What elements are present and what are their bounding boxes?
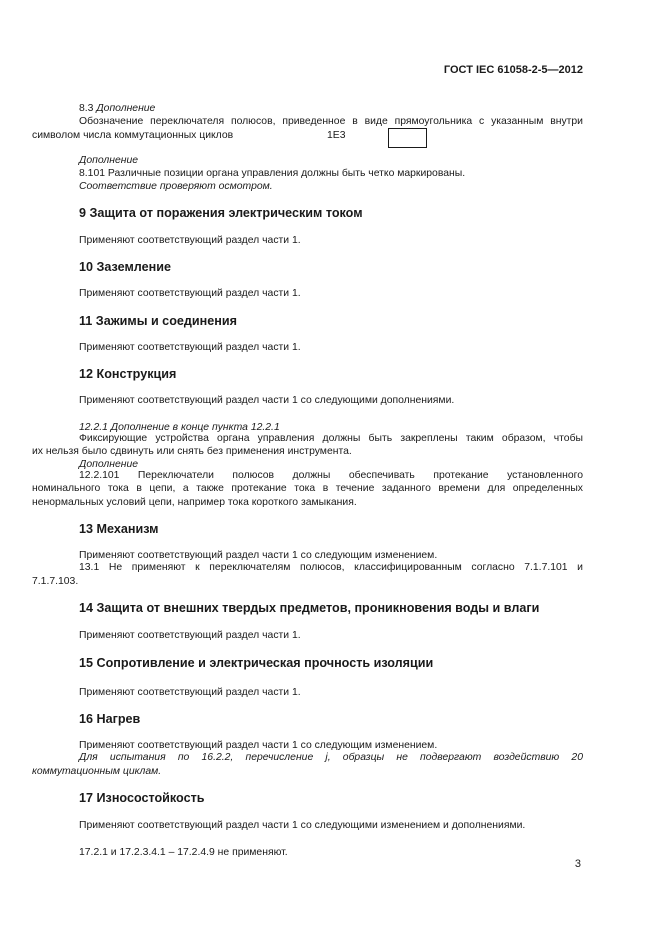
section-12-text: Применяют соответствующий раздел части 1 со следующими дополнениями. bbox=[79, 395, 455, 406]
compliance-check-text: Соответствие проверяют осмотром. bbox=[79, 181, 273, 192]
symbol-rectangle bbox=[388, 128, 427, 148]
clause-8-3-heading bbox=[79, 102, 155, 115]
section-17-title: 17 Износостойкость bbox=[79, 791, 205, 805]
addition-text: Дополнение bbox=[79, 155, 138, 166]
section-12-title: 12 Конструкция bbox=[79, 367, 177, 381]
section-16-note-line2 bbox=[32, 765, 161, 778]
document-code-header: ГОСТ IEC 61058-2-5—2012 bbox=[443, 64, 583, 76]
compliance-check bbox=[79, 180, 273, 193]
switching-cycles-code: 1E3 bbox=[327, 130, 346, 141]
clause-12-2-1-line2: их нельзя было сдвинуть или снять без применения инструмента. bbox=[32, 446, 352, 457]
section-10-title: 10 Заземление bbox=[79, 260, 171, 274]
section-11-title: 11 Зажимы и соединения bbox=[79, 314, 237, 328]
clause-12-2-101-line1: 12.2.101 Переключатели полюсов должны обеспечивать протекание установленного bbox=[79, 470, 583, 481]
section-9-text: Применяют соответствующий раздел части 1. bbox=[79, 235, 301, 246]
section-13-text: Применяют соответствующий раздел части 1 со следующим изменением. bbox=[79, 550, 438, 561]
clause-label: Дополнение bbox=[96, 103, 156, 114]
section-16-note-line1 bbox=[32, 752, 583, 764]
section-17-text: Применяют соответствующий раздел части 1 со следующими изменением и дополнениями. bbox=[79, 820, 526, 831]
section-15-text: Применяют соответствующий раздел части 1. bbox=[79, 687, 301, 698]
clause-8-101: 8.101 Различные позиции органа управления должны быть четко маркированы. bbox=[79, 168, 466, 179]
section-14-text: Применяют соответствующий раздел части 1. bbox=[79, 630, 301, 641]
clause-12-2-101-line3: ненормальных условий цепи, например тока короткого замыкания. bbox=[32, 497, 357, 508]
section-16-title: 16 Нагрев bbox=[79, 712, 141, 726]
addition-text-2: Дополнение bbox=[79, 459, 138, 470]
section-13-title: 13 Механизм bbox=[79, 522, 159, 536]
clause-13-1-line2: 7.1.7.103. bbox=[32, 576, 79, 587]
clause-8-3-line2: символом числа коммутационных циклов bbox=[32, 130, 234, 141]
clause-13-1-line1: 13.1 Не применяют к переключателям полюсов, классифицированным согласно 7.1.7.101 и bbox=[79, 562, 583, 573]
page-number: 3 bbox=[574, 858, 581, 870]
section-10-text: Применяют соответствующий раздел части 1. bbox=[79, 288, 301, 299]
section-15-title: 15 Сопротивление и электрическая прочность изоляции bbox=[79, 656, 434, 670]
addition-label bbox=[79, 154, 138, 167]
section-9-title: 9 Защита от поражения электрическим током bbox=[79, 206, 363, 220]
clause-17-2-1: 17.2.1 и 17.2.3.4.1 – 17.2.4.9 не применяют. bbox=[79, 847, 288, 858]
clause-number: 8.3 bbox=[79, 103, 97, 114]
clause-12-2-1-heading-text: 12.2.1 Дополнение в конце пункта 12.2.1 bbox=[79, 422, 280, 433]
section-16-note-line2-text: коммутационным циклам. bbox=[32, 766, 162, 777]
clause-12-2-1-line1: Фиксирующие устройства органа управления должны быть закреплены таким образом, чтобы bbox=[79, 433, 583, 444]
section-14-title: 14 Защита от внешних твердых предметов, проникновения воды и влаги bbox=[79, 601, 540, 615]
clause-8-3-line1: Обозначение переключателя полюсов, приведенное в виде прямоугольника с указанным внутри bbox=[79, 116, 583, 127]
section-16-text: Применяют соответствующий раздел части 1 со следующим изменением. bbox=[79, 740, 438, 751]
section-11-text: Применяют соответствующий раздел части 1. bbox=[79, 342, 301, 353]
clause-12-2-101-line2: номинального тока в цепи, а также протекание тока в течение заданного времени для определенных bbox=[32, 483, 583, 494]
section-16-note-line1-text: Для испытания по 16.2.2, перечисление j, образцы не подвергают воздействию 20 bbox=[79, 752, 583, 763]
